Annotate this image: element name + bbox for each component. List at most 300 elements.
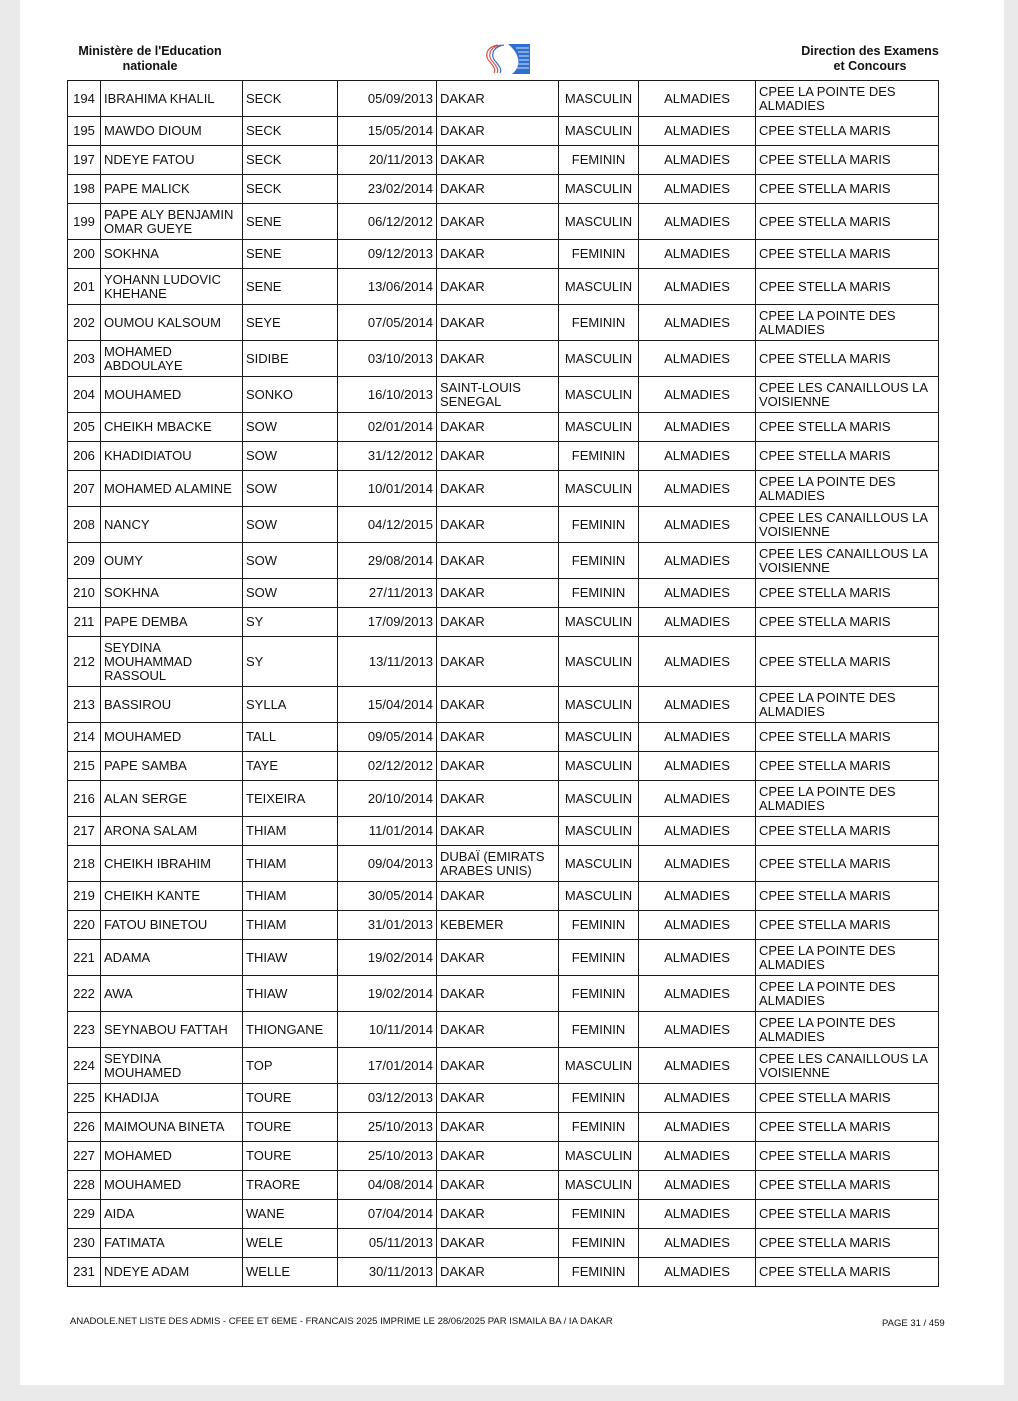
first-name-cell: PAPE SAMBA (101, 752, 243, 781)
zone-cell: ALMADIES (639, 1142, 756, 1171)
first-name-cell: PAPE ALY BENJAMIN OMAR GUEYE (101, 204, 243, 240)
exam-center-cell: CPEE STELLA MARIS (756, 882, 939, 911)
birth-date-cell: 16/10/2013 (338, 377, 437, 413)
zone-cell: ALMADIES (639, 117, 756, 146)
sex-cell: FEMININ (559, 146, 639, 175)
first-name-cell: NDEYE FATOU (101, 146, 243, 175)
row-number-cell: 203 (68, 341, 101, 377)
table-row (68, 117, 939, 146)
row-number-cell: 231 (68, 1258, 101, 1287)
first-name-cell: CHEIKH MBACKE (101, 413, 243, 442)
exam-center-cell: CPEE STELLA MARIS (756, 341, 939, 377)
zone-cell: ALMADIES (639, 579, 756, 608)
last-name-cell: SOW (243, 442, 338, 471)
sex-cell: FEMININ (559, 240, 639, 269)
exam-center-cell: CPEE STELLA MARIS (756, 1142, 939, 1171)
last-name-cell: SECK (243, 81, 338, 117)
table-row (68, 305, 939, 341)
sex-cell: FEMININ (559, 305, 639, 341)
birth-date-cell: 11/01/2014 (338, 817, 437, 846)
birth-place-cell: DAKAR (437, 117, 559, 146)
birth-place-cell: DAKAR (437, 1229, 559, 1258)
zone-cell: ALMADIES (639, 882, 756, 911)
last-name-cell: TOP (243, 1048, 338, 1084)
exam-center-cell: CPEE LA POINTE DES ALMADIES (756, 781, 939, 817)
sex-cell: MASCULIN (559, 752, 639, 781)
sex-cell: MASCULIN (559, 608, 639, 637)
birth-date-cell: 20/11/2013 (338, 146, 437, 175)
exam-center-cell: CPEE LA POINTE DES ALMADIES (756, 81, 939, 117)
last-name-cell: THIAM (243, 882, 338, 911)
exam-center-cell: CPEE STELLA MARIS (756, 608, 939, 637)
last-name-cell: SENE (243, 240, 338, 269)
birth-date-cell: 02/01/2014 (338, 413, 437, 442)
zone-cell: ALMADIES (639, 442, 756, 471)
first-name-cell: MOUHAMED (101, 723, 243, 752)
zone-cell: ALMADIES (639, 204, 756, 240)
last-name-cell: SENE (243, 269, 338, 305)
sex-cell: MASCULIN (559, 846, 639, 882)
row-number-cell: 212 (68, 637, 101, 687)
zone-cell: ALMADIES (639, 1171, 756, 1200)
row-number-cell: 230 (68, 1229, 101, 1258)
last-name-cell: SOW (243, 507, 338, 543)
last-name-cell: SY (243, 637, 338, 687)
birth-date-cell: 25/10/2013 (338, 1113, 437, 1142)
first-name-cell: OUMOU KALSOUM (101, 305, 243, 341)
last-name-cell: THIONGANE (243, 1012, 338, 1048)
table-row (68, 781, 939, 817)
birth-place-cell: DAKAR (437, 146, 559, 175)
birth-date-cell: 09/05/2014 (338, 723, 437, 752)
zone-cell: ALMADIES (639, 846, 756, 882)
birth-place-cell: DAKAR (437, 1142, 559, 1171)
birth-date-cell: 07/04/2014 (338, 1200, 437, 1229)
directorate-header (776, 44, 964, 74)
last-name-cell: TOURE (243, 1142, 338, 1171)
birth-date-cell: 29/08/2014 (338, 543, 437, 579)
zone-cell: ALMADIES (639, 1048, 756, 1084)
birth-date-cell: 31/01/2013 (338, 911, 437, 940)
birth-place-cell: DAKAR (437, 543, 559, 579)
exam-center-cell: CPEE LES CANAILLOUS LA VOISIENNE (756, 543, 939, 579)
sex-cell: MASCULIN (559, 204, 639, 240)
birth-date-cell: 10/11/2014 (338, 1012, 437, 1048)
last-name-cell: SONKO (243, 377, 338, 413)
table-row (68, 175, 939, 204)
row-number-cell: 194 (68, 81, 101, 117)
birth-place-cell: DAKAR (437, 175, 559, 204)
table-row (68, 471, 939, 507)
table-row (68, 752, 939, 781)
exam-center-cell: CPEE LES CANAILLOUS LA VOISIENNE (756, 377, 939, 413)
birth-date-cell: 10/01/2014 (338, 471, 437, 507)
birth-date-cell: 15/05/2014 (338, 117, 437, 146)
zone-cell: ALMADIES (639, 608, 756, 637)
first-name-cell: AIDA (101, 1200, 243, 1229)
first-name-cell: FATOU BINETOU (101, 911, 243, 940)
last-name-cell: SOW (243, 413, 338, 442)
sex-cell: FEMININ (559, 1084, 639, 1113)
sex-cell: MASCULIN (559, 637, 639, 687)
table-row (68, 579, 939, 608)
exam-center-cell: CPEE STELLA MARIS (756, 442, 939, 471)
table-row (68, 442, 939, 471)
row-number-cell: 206 (68, 442, 101, 471)
directorate-name-line2: et Concours (833, 59, 907, 73)
admitted-candidates-table (67, 80, 939, 1287)
table-row (68, 817, 939, 846)
table-row (68, 637, 939, 687)
first-name-cell: PAPE DEMBA (101, 608, 243, 637)
row-number-cell: 204 (68, 377, 101, 413)
row-number-cell: 202 (68, 305, 101, 341)
table-row (68, 377, 939, 413)
zone-cell: ALMADIES (639, 1258, 756, 1287)
birth-place-cell: DUBAÏ (EMIRATS ARABES UNIS) (437, 846, 559, 882)
zone-cell: ALMADIES (639, 377, 756, 413)
zone-cell: ALMADIES (639, 1084, 756, 1113)
zone-cell: ALMADIES (639, 687, 756, 723)
birth-place-cell: DAKAR (437, 204, 559, 240)
table-row (68, 1142, 939, 1171)
last-name-cell: SEYE (243, 305, 338, 341)
birth-date-cell: 13/06/2014 (338, 269, 437, 305)
last-name-cell: THIAM (243, 817, 338, 846)
table-row (68, 1200, 939, 1229)
table-row (68, 976, 939, 1012)
row-number-cell: 213 (68, 687, 101, 723)
exam-center-cell: CPEE STELLA MARIS (756, 1258, 939, 1287)
row-number-cell: 198 (68, 175, 101, 204)
birth-date-cell: 31/12/2012 (338, 442, 437, 471)
last-name-cell: SOW (243, 471, 338, 507)
row-number-cell: 229 (68, 1200, 101, 1229)
birth-place-cell: DAKAR (437, 1200, 559, 1229)
birth-date-cell: 19/02/2014 (338, 940, 437, 976)
birth-date-cell: 13/11/2013 (338, 637, 437, 687)
first-name-cell: MOHAMED ABDOULAYE (101, 341, 243, 377)
birth-date-cell: 07/05/2014 (338, 305, 437, 341)
first-name-cell: CHEIKH IBRAHIM (101, 846, 243, 882)
row-number-cell: 199 (68, 204, 101, 240)
first-name-cell: MOUHAMED (101, 377, 243, 413)
table-row (68, 940, 939, 976)
row-number-cell: 223 (68, 1012, 101, 1048)
first-name-cell: BASSIROU (101, 687, 243, 723)
exam-center-cell: CPEE STELLA MARIS (756, 413, 939, 442)
table-row (68, 1258, 939, 1287)
last-name-cell: TOURE (243, 1084, 338, 1113)
ministry-logo-icon (472, 42, 542, 76)
table-row (68, 507, 939, 543)
row-number-cell: 215 (68, 752, 101, 781)
first-name-cell: CHEIKH KANTE (101, 882, 243, 911)
row-number-cell: 218 (68, 846, 101, 882)
birth-date-cell: 02/12/2012 (338, 752, 437, 781)
table-row (68, 543, 939, 579)
table-row (68, 269, 939, 305)
table-row (68, 1012, 939, 1048)
exam-center-cell: CPEE STELLA MARIS (756, 846, 939, 882)
zone-cell: ALMADIES (639, 81, 756, 117)
exam-center-cell: CPEE STELLA MARIS (756, 1200, 939, 1229)
birth-date-cell: 05/11/2013 (338, 1229, 437, 1258)
row-number-cell: 220 (68, 911, 101, 940)
birth-date-cell: 30/11/2013 (338, 1258, 437, 1287)
birth-place-cell: DAKAR (437, 752, 559, 781)
row-number-cell: 197 (68, 146, 101, 175)
zone-cell: ALMADIES (639, 911, 756, 940)
table-row (68, 846, 939, 882)
row-number-cell: 200 (68, 240, 101, 269)
exam-center-cell: CPEE STELLA MARIS (756, 752, 939, 781)
row-number-cell: 221 (68, 940, 101, 976)
zone-cell: ALMADIES (639, 723, 756, 752)
first-name-cell: MOHAMED ALAMINE (101, 471, 243, 507)
sex-cell: MASCULIN (559, 413, 639, 442)
sex-cell: FEMININ (559, 1012, 639, 1048)
last-name-cell: SIDIBE (243, 341, 338, 377)
sex-cell: FEMININ (559, 442, 639, 471)
exam-center-cell: CPEE STELLA MARIS (756, 817, 939, 846)
birth-date-cell: 19/02/2014 (338, 976, 437, 1012)
last-name-cell: WELE (243, 1229, 338, 1258)
zone-cell: ALMADIES (639, 1229, 756, 1258)
row-number-cell: 210 (68, 579, 101, 608)
zone-cell: ALMADIES (639, 175, 756, 204)
exam-center-cell: CPEE LA POINTE DES ALMADIES (756, 1012, 939, 1048)
last-name-cell: WELLE (243, 1258, 338, 1287)
exam-center-cell: CPEE STELLA MARIS (756, 1229, 939, 1258)
last-name-cell: TOURE (243, 1113, 338, 1142)
exam-center-cell: CPEE STELLA MARIS (756, 269, 939, 305)
first-name-cell: SEYDINA MOUHAMMAD RASSOUL (101, 637, 243, 687)
birth-place-cell: DAKAR (437, 240, 559, 269)
document-page (20, 0, 1004, 1385)
exam-center-cell: CPEE STELLA MARIS (756, 911, 939, 940)
exam-center-cell: CPEE STELLA MARIS (756, 723, 939, 752)
table-row (68, 1229, 939, 1258)
exam-center-cell: CPEE STELLA MARIS (756, 1171, 939, 1200)
ministry-header (60, 44, 240, 74)
birth-date-cell: 27/11/2013 (338, 579, 437, 608)
birth-place-cell: DAKAR (437, 579, 559, 608)
last-name-cell: SYLLA (243, 687, 338, 723)
birth-date-cell: 06/12/2012 (338, 204, 437, 240)
exam-center-cell: CPEE STELLA MARIS (756, 1084, 939, 1113)
first-name-cell: OUMY (101, 543, 243, 579)
sex-cell: FEMININ (559, 1113, 639, 1142)
birth-place-cell: DAKAR (437, 940, 559, 976)
sex-cell: MASCULIN (559, 471, 639, 507)
birth-place-cell: DAKAR (437, 81, 559, 117)
table-row (68, 341, 939, 377)
zone-cell: ALMADIES (639, 781, 756, 817)
row-number-cell: 211 (68, 608, 101, 637)
table-row (68, 146, 939, 175)
zone-cell: ALMADIES (639, 341, 756, 377)
birth-date-cell: 30/05/2014 (338, 882, 437, 911)
birth-place-cell: DAKAR (437, 723, 559, 752)
sex-cell: FEMININ (559, 1229, 639, 1258)
zone-cell: ALMADIES (639, 269, 756, 305)
birth-place-cell: DAKAR (437, 341, 559, 377)
row-number-cell: 205 (68, 413, 101, 442)
first-name-cell: SEYNABOU FATTAH (101, 1012, 243, 1048)
birth-place-cell: DAKAR (437, 1048, 559, 1084)
sex-cell: MASCULIN (559, 723, 639, 752)
first-name-cell: ALAN SERGE (101, 781, 243, 817)
birth-place-cell: SAINT-LOUIS SENEGAL (437, 377, 559, 413)
sex-cell: MASCULIN (559, 377, 639, 413)
sex-cell: MASCULIN (559, 1171, 639, 1200)
sex-cell: MASCULIN (559, 882, 639, 911)
zone-cell: ALMADIES (639, 637, 756, 687)
zone-cell: ALMADIES (639, 507, 756, 543)
table-row (68, 911, 939, 940)
exam-center-cell: CPEE STELLA MARIS (756, 637, 939, 687)
first-name-cell: ARONA SALAM (101, 817, 243, 846)
row-number-cell: 228 (68, 1171, 101, 1200)
birth-date-cell: 09/04/2013 (338, 846, 437, 882)
birth-place-cell: DAKAR (437, 413, 559, 442)
birth-place-cell: DAKAR (437, 781, 559, 817)
first-name-cell: NANCY (101, 507, 243, 543)
zone-cell: ALMADIES (639, 976, 756, 1012)
exam-center-cell: CPEE STELLA MARIS (756, 204, 939, 240)
birth-place-cell: DAKAR (437, 637, 559, 687)
birth-place-cell: DAKAR (437, 817, 559, 846)
row-number-cell: 219 (68, 882, 101, 911)
row-number-cell: 227 (68, 1142, 101, 1171)
exam-center-cell: CPEE LES CANAILLOUS LA VOISIENNE (756, 1048, 939, 1084)
row-number-cell: 216 (68, 781, 101, 817)
sex-cell: FEMININ (559, 543, 639, 579)
birth-place-cell: DAKAR (437, 1113, 559, 1142)
sex-cell: FEMININ (559, 940, 639, 976)
birth-place-cell: DAKAR (437, 471, 559, 507)
zone-cell: ALMADIES (639, 471, 756, 507)
table-row (68, 1171, 939, 1200)
last-name-cell: SENE (243, 204, 338, 240)
last-name-cell: TEIXEIRA (243, 781, 338, 817)
last-name-cell: SECK (243, 146, 338, 175)
sex-cell: FEMININ (559, 507, 639, 543)
last-name-cell: SY (243, 608, 338, 637)
table-row (68, 1084, 939, 1113)
table-row (68, 81, 939, 117)
first-name-cell: MAWDO DIOUM (101, 117, 243, 146)
first-name-cell: KHADIJA (101, 1084, 243, 1113)
row-number-cell: 224 (68, 1048, 101, 1084)
last-name-cell: THIAW (243, 940, 338, 976)
last-name-cell: THIAM (243, 846, 338, 882)
birth-date-cell: 03/10/2013 (338, 341, 437, 377)
zone-cell: ALMADIES (639, 817, 756, 846)
directorate-name-line1: Direction des Examens (801, 44, 939, 58)
table-row (68, 413, 939, 442)
first-name-cell: NDEYE ADAM (101, 1258, 243, 1287)
exam-center-cell: CPEE LA POINTE DES ALMADIES (756, 687, 939, 723)
sex-cell: FEMININ (559, 976, 639, 1012)
exam-center-cell: CPEE STELLA MARIS (756, 579, 939, 608)
first-name-cell: AWA (101, 976, 243, 1012)
birth-date-cell: 09/12/2013 (338, 240, 437, 269)
zone-cell: ALMADIES (639, 240, 756, 269)
zone-cell: ALMADIES (639, 543, 756, 579)
birth-date-cell: 25/10/2013 (338, 1142, 437, 1171)
exam-center-cell: CPEE LA POINTE DES ALMADIES (756, 940, 939, 976)
row-number-cell: 214 (68, 723, 101, 752)
exam-center-cell: CPEE STELLA MARIS (756, 117, 939, 146)
first-name-cell: FATIMATA (101, 1229, 243, 1258)
last-name-cell: TALL (243, 723, 338, 752)
birth-date-cell: 03/12/2013 (338, 1084, 437, 1113)
birth-place-cell: DAKAR (437, 1084, 559, 1113)
last-name-cell: THIAW (243, 976, 338, 1012)
exam-center-cell: CPEE LA POINTE DES ALMADIES (756, 471, 939, 507)
last-name-cell: TRAORE (243, 1171, 338, 1200)
sex-cell: MASCULIN (559, 687, 639, 723)
birth-place-cell: DAKAR (437, 269, 559, 305)
birth-date-cell: 04/08/2014 (338, 1171, 437, 1200)
exam-center-cell: CPEE LA POINTE DES ALMADIES (756, 976, 939, 1012)
birth-date-cell: 05/09/2013 (338, 81, 437, 117)
last-name-cell: SOW (243, 543, 338, 579)
first-name-cell: MOHAMED (101, 1142, 243, 1171)
birth-date-cell: 17/01/2014 (338, 1048, 437, 1084)
zone-cell: ALMADIES (639, 1113, 756, 1142)
sex-cell: MASCULIN (559, 175, 639, 204)
row-number-cell: 195 (68, 117, 101, 146)
zone-cell: ALMADIES (639, 305, 756, 341)
first-name-cell: PAPE MALICK (101, 175, 243, 204)
zone-cell: ALMADIES (639, 940, 756, 976)
exam-center-cell: CPEE STELLA MARIS (756, 1113, 939, 1142)
exam-center-cell: CPEE STELLA MARIS (756, 175, 939, 204)
sex-cell: MASCULIN (559, 81, 639, 117)
row-number-cell: 222 (68, 976, 101, 1012)
sex-cell: MASCULIN (559, 781, 639, 817)
birth-date-cell: 20/10/2014 (338, 781, 437, 817)
table-row (68, 1048, 939, 1084)
sex-cell: FEMININ (559, 1200, 639, 1229)
last-name-cell: THIAM (243, 911, 338, 940)
table-row (68, 687, 939, 723)
birth-place-cell: DAKAR (437, 687, 559, 723)
first-name-cell: MAIMOUNA BINETA (101, 1113, 243, 1142)
birth-date-cell: 04/12/2015 (338, 507, 437, 543)
table-row (68, 723, 939, 752)
page-number: PAGE 31 / 459 (882, 1318, 945, 1329)
birth-place-cell: DAKAR (437, 1012, 559, 1048)
zone-cell: ALMADIES (639, 752, 756, 781)
row-number-cell: 226 (68, 1113, 101, 1142)
birth-place-cell: DAKAR (437, 882, 559, 911)
table-row (68, 882, 939, 911)
sex-cell: MASCULIN (559, 1142, 639, 1171)
first-name-cell: SEYDINA MOUHAMED (101, 1048, 243, 1084)
ministry-name-line2: nationale (122, 59, 178, 73)
row-number-cell: 225 (68, 1084, 101, 1113)
last-name-cell: WANE (243, 1200, 338, 1229)
first-name-cell: ADAMA (101, 940, 243, 976)
exam-center-cell: CPEE LA POINTE DES ALMADIES (756, 305, 939, 341)
table-row (68, 1113, 939, 1142)
birth-place-cell: DAKAR (437, 1258, 559, 1287)
exam-center-cell: CPEE STELLA MARIS (756, 240, 939, 269)
